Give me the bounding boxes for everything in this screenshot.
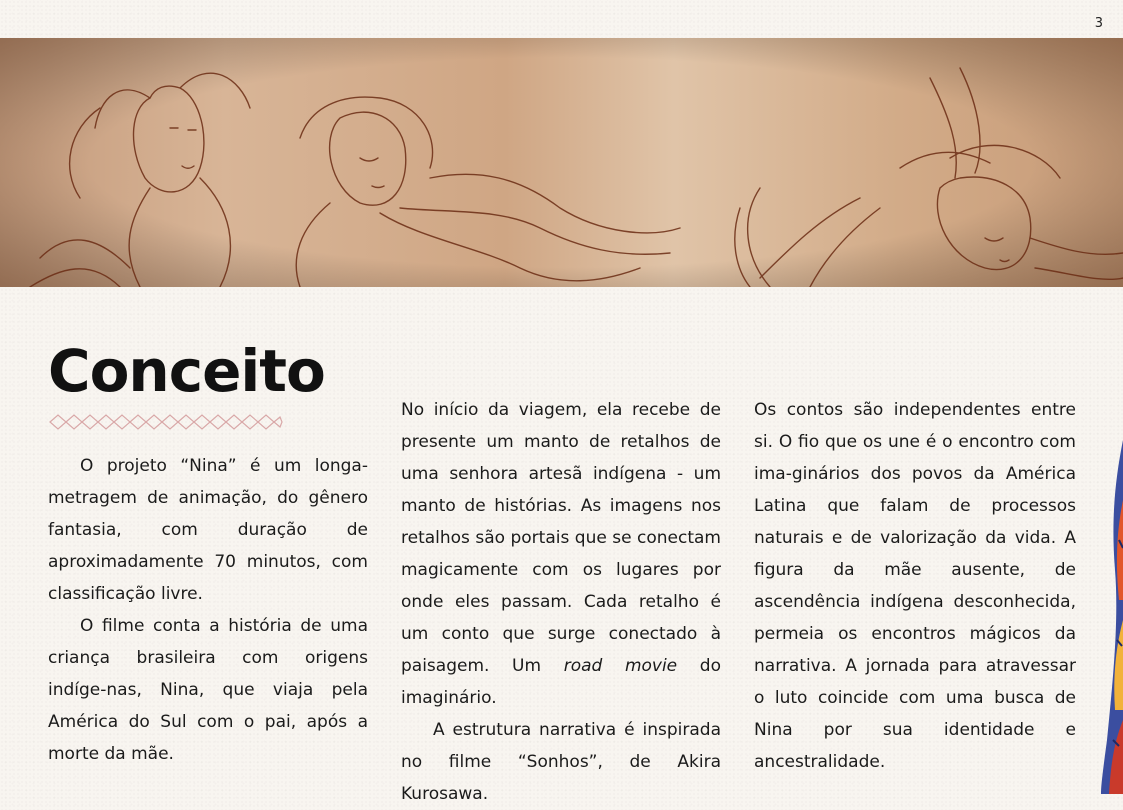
woven-textile-icon — [1093, 440, 1123, 794]
page-title: Conceito — [48, 337, 325, 405]
paragraph: Os contos são independentes entre si. O fio que os une é o encontro com ima-ginários dos povos da América Latina que falam de processos naturais e de valorização da vida. A figura da mãe ausente, de ascendência indígena desconhecida, permeia os encontros mágicos da narrativa. A jornada para atravessar o luto coincide com uma busca de Nina por sua identidade e ancestralidade. — [754, 400, 1076, 772]
text-column-2 — [401, 394, 721, 810]
paragraph-text: do imaginário. — [401, 656, 721, 708]
text-column-3 — [754, 394, 1076, 778]
sketch-banner-image — [0, 38, 1123, 287]
paragraph: O projeto “Nina” é um longa-metragem de animação, do gênero fantasia, com duração de aproximadamente 70 minutos, com classificação livre. — [48, 456, 368, 604]
text-column-1 — [48, 450, 368, 770]
paragraph — [401, 394, 721, 714]
paragraph: A estrutura narrativa é inspirada no filme “Sonhos”, de Akira Kurosawa. — [401, 720, 721, 804]
sketch-illustration-icon — [0, 38, 1123, 287]
zigzag-ornament-icon — [48, 412, 284, 432]
paragraph: O filme conta a história de uma criança brasileira com origens indíge-nas, Nina, que viaja pela América do Sul com o pai, após a morte da mãe. — [48, 616, 368, 764]
paragraph-text: No início da viagem, ela recebe de presente um manto de retalhos de uma senhora artesã indígena - um manto de histórias. As imagens nos retalhos são portais que se conectam magicamente com os lugares por onde eles passam. Cada retalho é um conto que surge conectado à paisagem. Um — [401, 400, 721, 676]
page-number: 3 — [1094, 16, 1103, 31]
emphasis-text: road movie — [563, 656, 678, 676]
